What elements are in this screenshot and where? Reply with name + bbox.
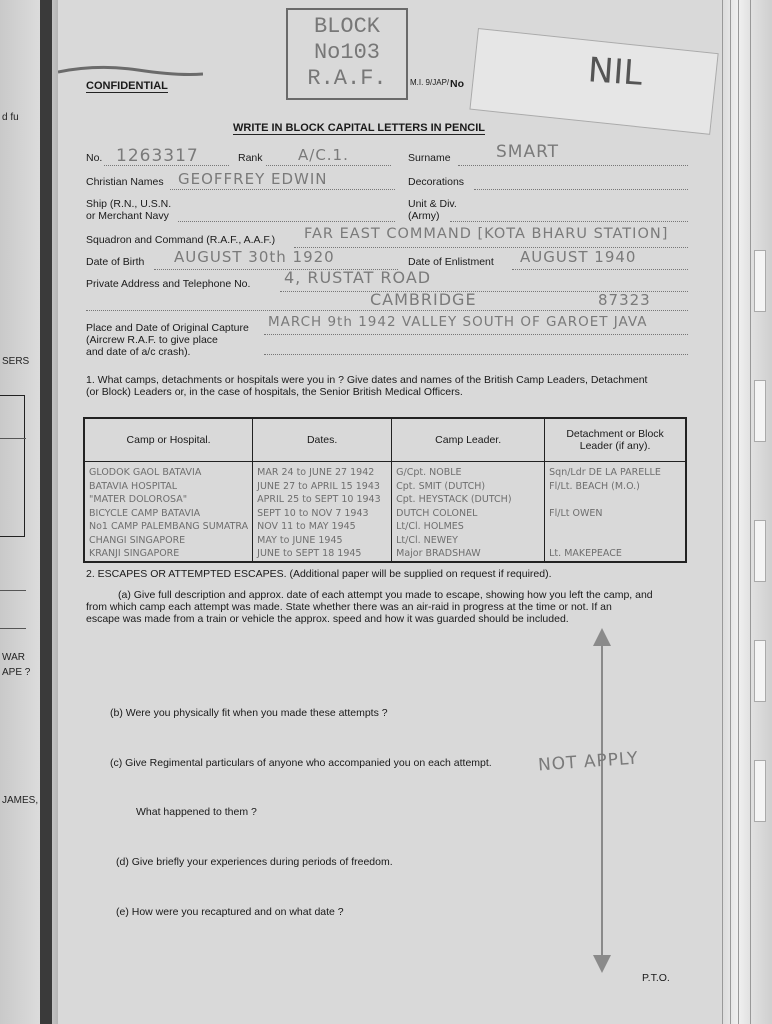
tag-string [58,62,203,82]
question-2a-cont-2: escape was made from a train or vehicle the approx. speed and how it was guarded should be included. [86,613,569,625]
form-number-label: No [450,78,464,90]
telephone-value: 87323 [598,291,651,309]
service-number-value: 1263317 [116,146,199,166]
stamp-line: No103 [313,40,380,65]
detachment-cell: Sqn/Ldr DE LA PARELLE Fl/Lt. BEACH (M.O.) Fl/Lt OWEN Lt. MAKEPEACE [545,462,686,562]
number-label: No. [86,152,103,164]
decorations-label: Decorations [408,176,465,188]
unit-label-cont: (Army) [408,210,440,222]
section-2-heading: 2. ESCAPES OR ATTEMPTED ESCAPES. (Additional paper will be supplied on request if required). [86,568,552,580]
question-1: 1. What camps, detachments or hospitals were you in ? Give dates and names of the British Camp Leaders, Detachment [86,374,648,386]
surname-label: Surname [408,152,451,164]
address-city-value: CAMBRIDGE [370,290,477,309]
christian-names-value: GEOFFREY EDWIN [178,170,328,188]
dates-cell: MAR 24 to JUNE 27 1942 JUNE 27 to APRIL 15 1943 APRIL 25 to SEPT 10 1943 SEPT 10 to NOV 7 1943 NOV 11 to MAY 1945 MAY to JUNE 1945 JUNE to SEPT 18 1945 [253,462,392,562]
block-stamp [286,8,408,100]
question-2c-followup: What happened to them ? [136,806,257,818]
squadron-value: FAR EAST COMMAND [KOTA BHARU STATION] [304,226,669,242]
not-apply-annotation: NOT APPLY [537,748,640,776]
dob-value: AUGUST 30th 1920 [174,248,335,266]
capture-label: Place and Date of Original Capture [86,322,249,334]
page-fragment: SERS [2,356,30,367]
rank-value: A/C.1. [298,146,349,164]
camps-table [83,417,687,563]
dob-label: Date of Birth [86,256,145,268]
page-fragment: APE ? [2,667,31,678]
question-2d: (d) Give briefly your experiences during periods of freedom. [116,856,393,868]
liberated-pow-questionnaire [58,0,720,1024]
question-2e: (e) How were you recaptured and on what date ? [116,906,344,918]
binder-spine [40,0,52,1024]
surname-value: SMART [496,142,560,162]
column-header: Dates. [253,418,392,462]
please-turn-over: P.T.O. [642,972,670,984]
address-label: Private Address and Telephone No. [86,278,251,290]
page-fragment: JAMES, [2,795,39,806]
question-2a: (a) Give full description and approx. date of each attempt you made to escape, showing how you left the camp, and [118,589,653,601]
ship-label: Ship (R.N., U.S.N. [86,198,172,210]
capture-label-cont-2: and date of a/c crash). [86,346,191,358]
address-value: 4, RUSTAT ROAD [284,268,432,287]
enlistment-value: AUGUST 1940 [520,248,637,266]
pencil-instruction: WRITE IN BLOCK CAPITAL LETTERS IN PENCIL [233,122,485,134]
ship-label-cont: or Merchant Navy [86,210,169,222]
squadron-label: Squadron and Command (R.A.F., A.A.F.) [86,234,276,246]
question-2c: (c) Give Regimental particulars of anyone who accompanied you on each attempt. [110,757,492,769]
column-header: Camp or Hospital. [84,418,253,462]
unit-label: Unit & Div. [408,198,457,210]
stamp-line: BLOCK [313,14,380,39]
arrow-down-icon [593,955,611,973]
column-header: Detachment or Block Leader (if any). [545,418,686,462]
fragment-box [0,395,25,537]
christian-names-label: Christian Names [86,176,164,188]
question-2a-cont: from which camp each attempt was made. State whether there was an air-raid in progress at the time or not. If an [86,601,612,613]
capture-label-cont: (Aircrew R.A.F. to give place [86,334,218,346]
leader-cell: G/Cpt. NOBLE Cpt. SMIT (DUTCH) Cpt. HEYSTACK (DUTCH) DUTCH COLONEL Lt/Cl. HOLMES Lt/Cl. NEWEY Major BRADSHAW [392,462,545,562]
camp-cell: GLODOK GAOL BATAVIA BATAVIA HOSPITAL "MATER DOLOROSA" BICYCLE CAMP BATAVIA No1 CAMP PALEMBANG SUMATRA CHANGI SINGAPORE KRANJI SINGAPORE [84,462,253,562]
nil-annotation: NIL [586,50,644,94]
question-1-cont: (or Block) Leaders or, in the case of hospitals, the Senior British Medical Officers. [86,386,463,398]
form-reference: M.I. 9/JAP/ [410,78,450,87]
rank-label: Rank [238,152,263,164]
stamp-line: R.A.F. [307,66,387,91]
capture-value: MARCH 9th 1942 VALLEY SOUTH OF GAROET JAVA [268,314,648,330]
enlistment-label: Date of Enlistment [408,256,494,268]
page-fragment: WAR [2,652,25,663]
question-2b: (b) Were you physically fit when you made these attempts ? [110,707,388,719]
stacked-papers-edge [716,0,772,1024]
column-header: Camp Leader. [392,418,545,462]
strike-through-line [601,630,603,965]
table-row [84,462,686,562]
page-fragment: d fu [2,112,19,123]
confidential-heading: CONFIDENTIAL [86,80,168,92]
